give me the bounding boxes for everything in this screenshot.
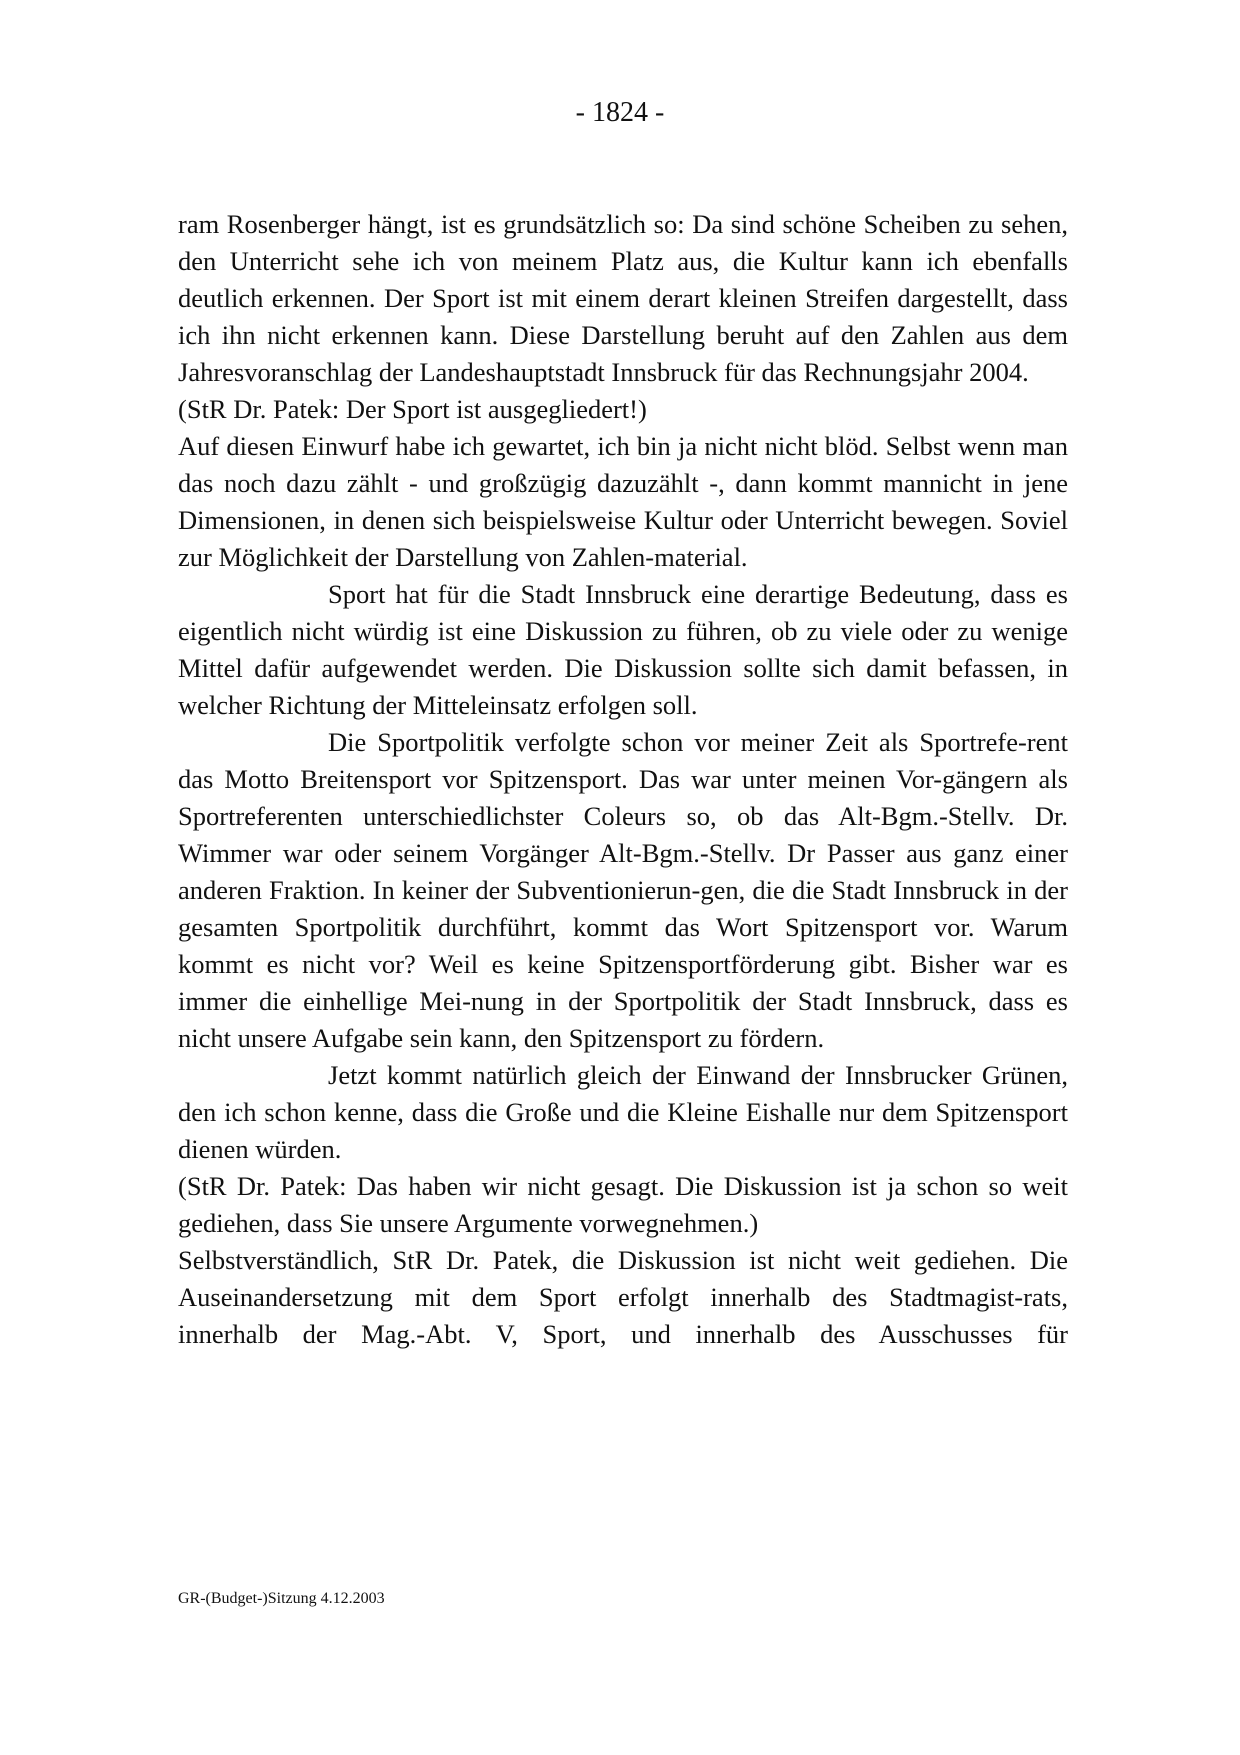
- page-number: - 1824 -: [575, 97, 665, 128]
- paragraph: ram Rosenberger hängt, ist es grundsätzlich so: Da sind schöne Scheiben zu sehen, den Unterricht sehe ich von meinem Platz aus, die Kultur kann ich ebenfalls deutlich erkennen. Der Sport ist mit einem derart kleinen Streifen dargestellt, dass ich ihn nicht erkennen kann. Diese Darstellung beruht auf den Zahlen aus dem Jahresvoranschlag der Landeshauptstadt Innsbruck für das Rechnungsjahr 2004.: [178, 209, 1068, 387]
- interjection: (StR Dr. Patek: Der Sport ist ausgegliedert!): [178, 394, 647, 424]
- paragraph: Auf diesen Einwurf habe ich gewartet, ich bin ja nicht nicht blöd. Selbst wenn man das noch dazu zählt - und großzügig dazuzählt -, dann kommt mannicht in jene Dimensionen, in denen sich beispielsweise Kultur oder Unterricht bewegen. Soviel zur Möglichkeit der Darstellung von Zahlen-material.: [178, 431, 1068, 572]
- paragraph: Selbstverständlich, StR Dr. Patek, die Diskussion ist nicht weit gediehen. Die Auseinandersetzung mit dem Sport erfolgt innerhalb des Stadtmagist-rats, innerhalb der Mag.-Abt. V, Sport, und innerhalb des Ausschusses für: [178, 1245, 1068, 1349]
- paragraph: Jetzt kommt natürlich gleich der Einwand der Innsbrucker Grünen, den ich schon kenne, dass die Große und die Kleine Eishalle nur dem Spitzensport dienen würden.: [178, 1060, 1068, 1164]
- page-footer: GR-(Budget-)Sitzung 4.12.2003: [178, 1590, 385, 1607]
- interjection: (StR Dr. Patek: Das haben wir nicht gesagt. Die Diskussion ist ja schon so weit gediehen, dass Sie unsere Argumente vorwegnehmen.): [178, 1171, 1068, 1238]
- paragraph: Sport hat für die Stadt Innsbruck eine derartige Bedeutung, dass es eigentlich nicht würdig ist eine Diskussion zu führen, ob zu viele oder zu wenige Mittel dafür aufgewendet werden. Die Diskussion sollte sich damit befassen, in welcher Richtung der Mitteleinsatz erfolgen soll.: [178, 579, 1068, 720]
- page-body: [178, 206, 1068, 1353]
- paragraph: Die Sportpolitik verfolgte schon vor meiner Zeit als Sportrefe-rent das Motto Breitensport vor Spitzensport. Das war unter meinen Vor-gängern als Sportreferenten unterschiedlichster Coleurs so, ob das Alt-Bgm.-Stellv. Dr. Wimmer war oder seinem Vorgänger Alt-Bgm.-Stellv. Dr Passer aus ganz einer anderen Fraktion. In keiner der Subventionierun-gen, die die Stadt Innsbruck in der gesamten Sportpolitik durchführt, kommt das Wort Spitzensport vor. Warum kommt es nicht vor? Weil es keine Spitzensportförderung gibt. Bisher war es immer die einhellige Mei-nung in der Sportpolitik der Stadt Innsbruck, dass es nicht unsere Aufgabe sein kann, den Spitzensport zu fördern.: [178, 727, 1068, 1053]
